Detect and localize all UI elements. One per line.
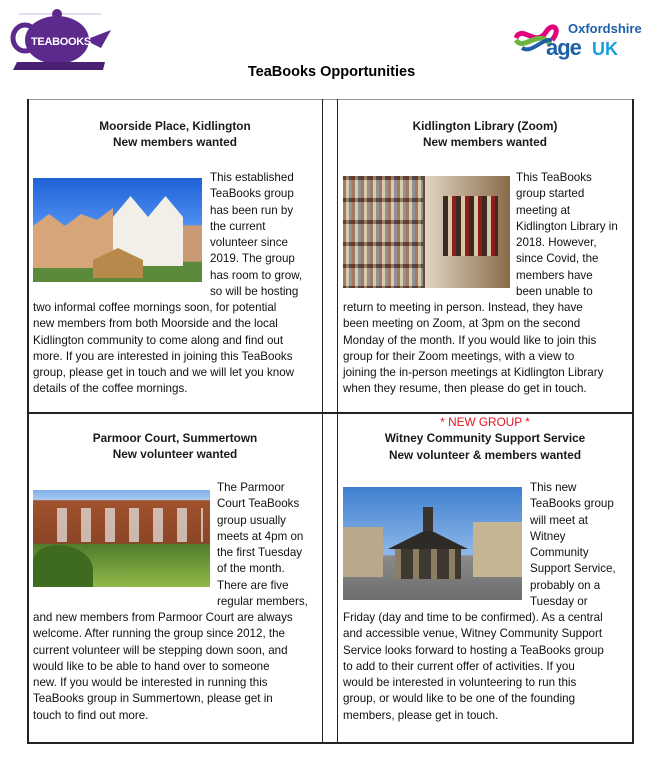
ageuk-region: Oxfordshire bbox=[568, 21, 642, 36]
cell-body-text bbox=[33, 610, 293, 724]
text-line: members, please get in touch. bbox=[343, 708, 499, 722]
text-line: 2019. The group bbox=[210, 252, 295, 266]
text-line: has room to grow, bbox=[210, 268, 303, 282]
text-line: group, or would like to be one of the founding bbox=[343, 692, 576, 706]
cell-side-text bbox=[516, 170, 618, 300]
page-title: TeaBooks Opportunities bbox=[247, 64, 416, 80]
text-line: new members from both Moorside and the local bbox=[33, 317, 278, 331]
cell-heading bbox=[337, 118, 633, 151]
text-line: the first Tuesday bbox=[217, 546, 303, 560]
text-line: group usually bbox=[217, 513, 286, 527]
cell-subtitle: New members wanted bbox=[113, 135, 237, 150]
text-line: volunteer since bbox=[210, 236, 288, 250]
text-line: current volunteer will be stepping down soon, and bbox=[33, 643, 288, 657]
text-line: Witney bbox=[530, 529, 566, 543]
text-line: Kidlington community to come along and find out bbox=[33, 333, 284, 347]
ageuk-uk: UK bbox=[592, 39, 618, 59]
text-line: regular members, bbox=[217, 595, 308, 609]
cell-title: Kidlington Library (Zoom) bbox=[412, 119, 558, 133]
text-line: Friday (day and time to be confirmed). As a central bbox=[343, 611, 603, 624]
text-line: Service looks forward to hosting a TeaBooks group bbox=[343, 643, 604, 657]
text-line: TeaBooks group in Summertown, please get in bbox=[33, 692, 273, 706]
text-line: to add to their current offer of activities. If you bbox=[343, 659, 575, 673]
library-bookshelves-photo bbox=[343, 176, 510, 288]
text-line: TeaBooks group bbox=[210, 187, 294, 201]
cell-title: Parmoor Court, Summertown bbox=[92, 431, 258, 445]
cell-title: Witney Community Support Service bbox=[384, 431, 586, 446]
teabooks-logo-text: TEABOOKS bbox=[31, 36, 91, 48]
text-line: group, please get in touch and we will let you know bbox=[33, 366, 295, 380]
text-line: group started bbox=[516, 187, 585, 201]
text-line: and accessible venue, Witney Community Support bbox=[343, 627, 603, 641]
text-line: probably on a bbox=[530, 578, 601, 592]
text-line: Monday of the month. If you would like to join this bbox=[343, 333, 597, 347]
text-line: welcome. After running the group since 2012, the bbox=[33, 627, 285, 641]
cell-heading bbox=[28, 118, 322, 151]
text-line: group for their Zoom meetings, with a view to bbox=[343, 349, 575, 363]
text-line: members have bbox=[516, 268, 593, 282]
table-border-bottom bbox=[27, 742, 634, 744]
cell-side-text bbox=[217, 480, 308, 610]
text-line: been unable to bbox=[516, 285, 593, 299]
text-line: Tuesday or bbox=[530, 595, 588, 609]
text-line: joining the in-person meetings at Kidlington Library bbox=[343, 366, 604, 380]
cell-body-text bbox=[343, 300, 603, 398]
text-line: This TeaBooks bbox=[516, 171, 592, 184]
text-line: This new bbox=[530, 481, 577, 494]
ageuk-age: age bbox=[546, 35, 581, 60]
cell-subtitle: New members wanted bbox=[423, 135, 547, 150]
text-line: meeting at bbox=[516, 203, 571, 217]
text-line: two informal coffee mornings soon, for potential bbox=[33, 301, 277, 314]
table-border-top bbox=[27, 99, 634, 100]
brick-building-garden-photo bbox=[33, 490, 210, 587]
text-line: TeaBooks group bbox=[530, 497, 614, 511]
cell-heading bbox=[28, 430, 322, 463]
text-line: Court TeaBooks bbox=[217, 497, 300, 511]
text-line: touch to find out more. bbox=[33, 708, 149, 722]
cell-heading bbox=[337, 414, 633, 463]
text-line: Support Service, bbox=[530, 562, 616, 576]
table-border-left bbox=[27, 99, 29, 743]
teabooks-logo bbox=[5, 8, 115, 70]
new-group-badge: * NEW GROUP * bbox=[440, 415, 530, 429]
cell-side-text bbox=[530, 480, 616, 610]
text-line: This established bbox=[210, 171, 294, 184]
cell-subtitle: New volunteer wanted bbox=[112, 447, 238, 462]
text-line: 2018. However, bbox=[516, 236, 597, 250]
ageuk-logo bbox=[512, 18, 652, 68]
text-line: would like to be able to hand over to someone bbox=[33, 659, 270, 673]
text-line: will meet at bbox=[530, 513, 588, 527]
witney-buttercross-photo bbox=[343, 487, 522, 600]
text-line: has been run by bbox=[210, 203, 294, 217]
text-line: Kidlington Library in bbox=[516, 219, 618, 233]
cell-body-text bbox=[343, 610, 604, 724]
apartment-building-photo bbox=[33, 178, 202, 282]
text-line: more. If you are interested in joining this TeaBooks bbox=[33, 349, 293, 363]
text-line: would be interested in volunteering to run this bbox=[343, 676, 577, 690]
text-line: the current bbox=[210, 219, 266, 233]
text-line: new. If you would be interested in running this bbox=[33, 676, 268, 690]
cell-side-text bbox=[210, 170, 302, 300]
text-line: when they resume, then please do get in touch. bbox=[343, 382, 587, 396]
text-line: and new members from Parmoor Court are always bbox=[33, 611, 293, 624]
text-line: details of the coffee mornings. bbox=[33, 382, 188, 396]
text-line: since Covid, the bbox=[516, 252, 599, 266]
text-line: of the month. bbox=[217, 562, 285, 576]
cell-subtitle: New volunteer & members wanted bbox=[388, 447, 582, 462]
text-line: been meeting on Zoom, at 3pm on the second bbox=[343, 317, 581, 331]
text-line: Community bbox=[530, 546, 589, 560]
text-line: The Parmoor bbox=[217, 481, 285, 494]
text-line: return to meeting in person. Instead, they have bbox=[343, 301, 583, 314]
table-divider-vertical-1 bbox=[322, 99, 324, 743]
text-line: There are five bbox=[217, 578, 289, 592]
text-line: so will be hosting bbox=[210, 285, 299, 299]
text-line: meets at 4pm on bbox=[217, 529, 304, 543]
cell-title: Moorside Place, Kidlington bbox=[99, 119, 251, 133]
cell-body-text bbox=[33, 300, 294, 398]
